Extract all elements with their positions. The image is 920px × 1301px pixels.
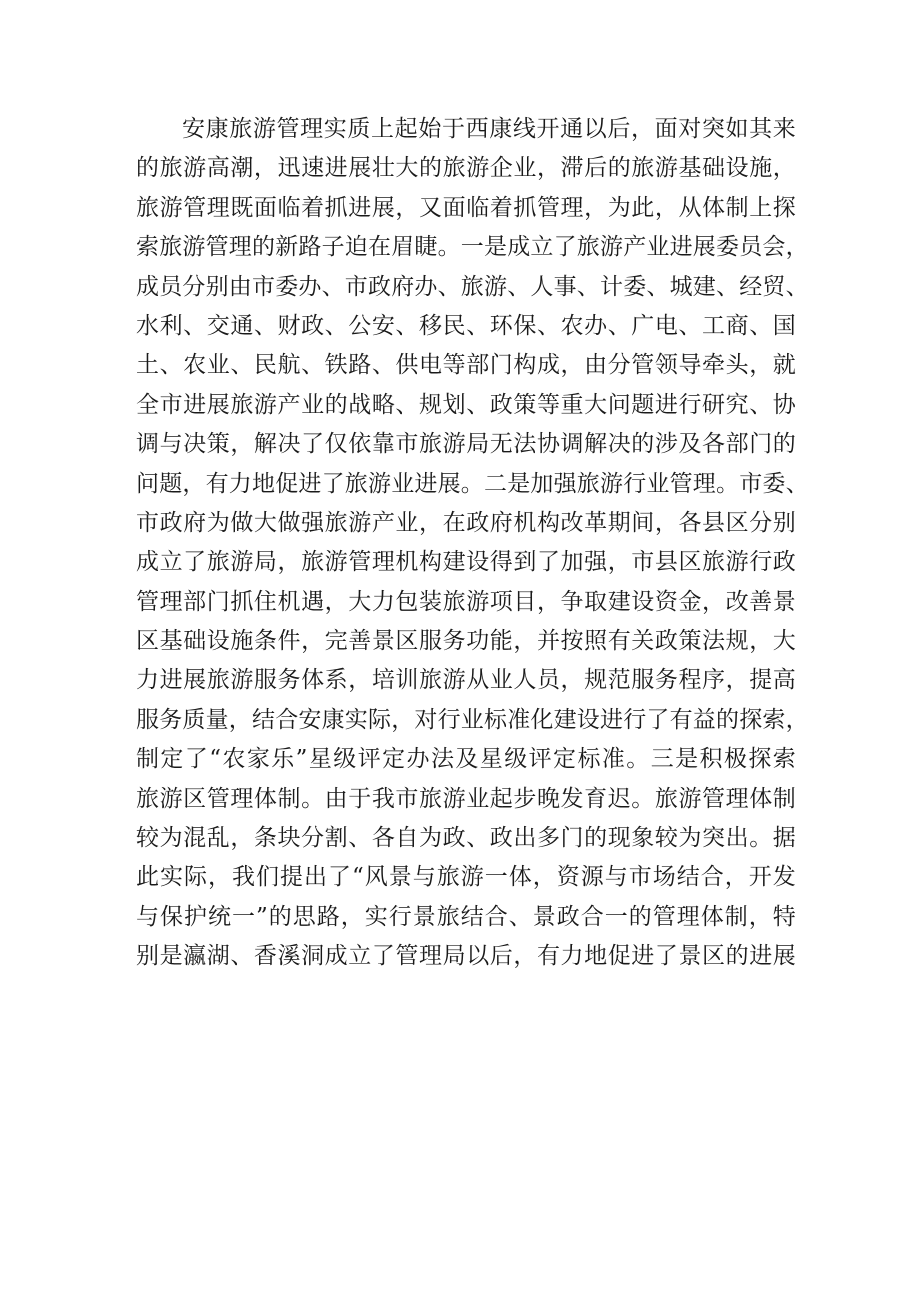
text-line: 制定了“农家乐”星级评定办法及星级评定标准。三是积极探索 [136, 746, 796, 773]
text-line: 力进展旅游服务体系，培训旅游从业人员，规范服务程序，提高 [136, 667, 796, 694]
text-line: 管理部门抓住机遇，大力包装旅游项目，争取建设资金，改善景 [136, 588, 796, 615]
text-line: 与保护统一”的思路，实行景旅结合、景政合一的管理体制，特 [136, 903, 796, 930]
text-line: 问题，有力地促进了旅游业进展。二是加强旅游行业管理。市委、 [136, 470, 809, 497]
text-line: 市政府为做大做强旅游产业，在政府机构改革期间，各县区分别 [136, 509, 796, 536]
text-line: 旅游管理既面临着抓进展，又面临着抓管理，为此，从体制上探 [136, 194, 796, 221]
text-line: 成立了旅游局，旅游管理机构建设得到了加强，市县区旅游行政 [136, 549, 796, 576]
text-line: 此实际，我们提出了“风景与旅游一体，资源与市场结合，开发 [136, 864, 796, 891]
text-line: 索旅游管理的新路子迫在眉睫。一是成立了旅游产业进展委员会， [136, 234, 809, 261]
body-paragraph [136, 110, 809, 977]
text-line: 水利、交通、财政、公安、移民、环保、农办、广电、工商、国 [136, 312, 796, 339]
text-line: 较为混乱，条块分割、各自为政、政出多门的现象较为突出。据 [136, 825, 796, 852]
text-line: 别是瀛湖、香溪洞成立了管理局以后，有力地促进了景区的进展 [136, 943, 796, 970]
text-line: 区基础设施条件，完善景区服务功能，并按照有关政策法规，大 [136, 628, 796, 655]
text-line: 的旅游高潮，迅速进展壮大的旅游企业，滞后的旅游基础设施， [136, 155, 796, 182]
text-line: 调与决策，解决了仅依靠市旅游局无法协调解决的涉及各部门的 [136, 431, 796, 458]
text-line: 全市进展旅游产业的战略、规划、政策等重大问题进行研究、协 [136, 391, 796, 418]
text-line: 服务质量，结合安康实际，对行业标准化建设进行了有益的探索， [136, 706, 809, 733]
text-line: 旅游区管理体制。由于我市旅游业起步晚发育迟。旅游管理体制 [136, 785, 796, 812]
text-line: 土、农业、民航、铁路、供电等部门构成，由分管领导牵头，就 [136, 352, 796, 379]
text-line: 安康旅游管理实质上起始于西康线开通以后，面对突如其来 [182, 116, 796, 142]
text-line: 成员分别由市委办、市政府办、旅游、人事、计委、城建、经贸、 [136, 273, 809, 300]
